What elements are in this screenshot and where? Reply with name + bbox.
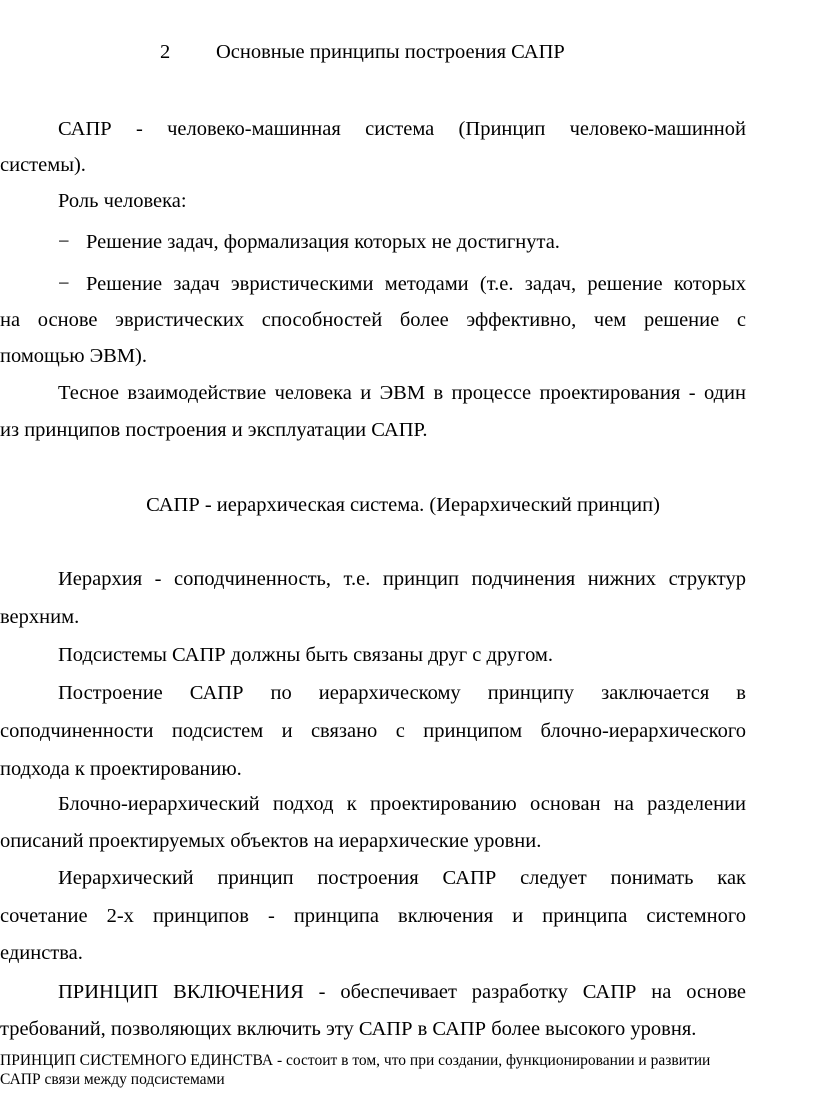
paragraph-line: требований, позволяющих включить эту САПР в САПР более высокого уровня. [0,1018,697,1040]
paragraph-line: САПР связи между подсистемами [0,1071,225,1088]
paragraph-line: Иерархический принцип построения САПР следует понимать как [58,867,746,889]
bullet-dash: − [58,273,70,295]
paragraph-line: подхода к проектированию. [0,758,242,780]
paragraph-line: из принципов построения и эксплуатации САПР. [0,419,428,441]
paragraph-line: единства. [0,942,83,964]
paragraph-line: ПРИНЦИП ВКЛЮЧЕНИЯ - обеспечивает разработку САПР на основе [58,981,746,1003]
paragraph-line: Тесное взаимодействие человека и ЭВМ в процессе проектирования - один [58,382,746,404]
paragraph-line: системы). [0,154,86,176]
paragraph-line: Построение САПР по иерархическому принципу заключается в [58,682,746,704]
paragraph-line: Блочно-иерархический подход к проектированию основан на разделении [58,793,746,815]
role-label: Роль человека: [58,190,187,212]
paragraph-line: Подсистемы САПР должны быть связаны друг с другом. [58,644,554,666]
paragraph-line: на основе эвристических способностей более эффективно, чем решение с [0,309,746,331]
bullet-dash: − [58,231,70,253]
bullet-item: Решение задач эвристическими методами (т.е. задач, решение которых [86,273,746,295]
bullet-item: Решение задач, формализация которых не достигнута. [86,231,560,253]
paragraph-line: сочетание 2-х принципов - принципа включения и принципа системного [0,905,746,927]
paragraph-line: верхним. [0,606,80,628]
section-subheading: САПР - иерархическая система. (Иерархический принцип) [146,494,660,516]
paragraph-line: соподчиненности подсистем и связано с принципом блочно-иерархического [0,720,746,742]
paragraph-line: помощью ЭВМ). [0,345,148,367]
paragraph-line: описаний проектируемых объектов на иерархические уровни. [0,830,542,852]
heading-number: 2 [160,41,171,63]
paragraph-line: ПРИНЦИП СИСТЕМНОГО ЕДИНСТВА - состоит в том, что при создании, функционировании и развитии [0,1052,711,1069]
page-title: Основные принципы построения САПР [216,41,565,63]
paragraph-line: САПР - человеко-машинная система (Принцип человеко-машинной [58,118,746,140]
paragraph-line: Иерархия - соподчиненность, т.е. принцип подчинения нижних структур [58,568,746,590]
